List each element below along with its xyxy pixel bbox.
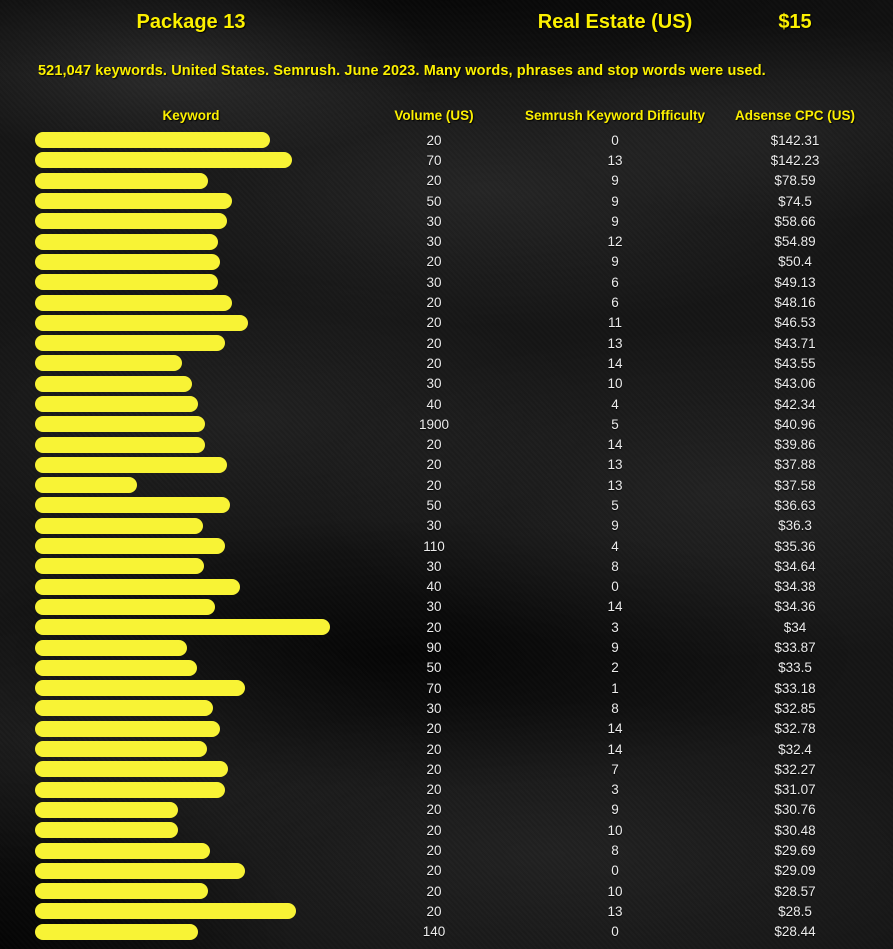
table-row <box>0 922 893 942</box>
table-row <box>0 516 893 536</box>
difficulty-value: 9 <box>611 173 619 189</box>
column-header-difficulty: Semrush Keyword Difficulty <box>524 107 706 123</box>
redacted-keyword-bar <box>35 416 205 432</box>
redacted-keyword-bar <box>35 741 207 757</box>
cpc-value: $32.85 <box>774 700 816 716</box>
package-title: Package 13 <box>136 10 246 33</box>
redacted-keyword-bar <box>35 822 178 838</box>
keyword-cell <box>0 883 382 899</box>
difficulty-value: 14 <box>607 437 623 453</box>
table-row <box>0 130 893 150</box>
cpc-value: $29.09 <box>774 863 816 879</box>
redacted-keyword-bar <box>35 497 230 513</box>
difficulty-value: 13 <box>607 335 623 351</box>
difficulty-value: 0 <box>611 579 619 595</box>
cpc-value: $32.4 <box>778 741 812 757</box>
table-row <box>0 455 893 475</box>
difficulty-value: 14 <box>607 741 623 757</box>
table-body <box>0 130 893 942</box>
redacted-keyword-bar <box>35 376 192 392</box>
table-row <box>0 394 893 414</box>
cpc-value: $40.96 <box>774 416 816 432</box>
cpc-value: $34.36 <box>774 599 816 615</box>
difficulty-value: 11 <box>607 315 622 331</box>
cpc-value: $49.13 <box>774 274 816 290</box>
cpc-value: $29.69 <box>774 843 816 859</box>
keyword-cell <box>0 437 382 453</box>
redacted-keyword-bar <box>35 863 245 879</box>
redacted-keyword-bar <box>35 802 178 818</box>
difficulty-value: 13 <box>607 903 623 919</box>
cpc-value: $43.06 <box>774 376 816 392</box>
table-row <box>0 475 893 495</box>
difficulty-value: 3 <box>611 782 619 798</box>
redacted-keyword-bar <box>35 599 215 615</box>
difficulty-value: 0 <box>611 132 619 148</box>
redacted-keyword-bar <box>35 234 218 250</box>
cpc-value: $33.18 <box>774 680 816 696</box>
volume-value: 70 <box>426 152 442 168</box>
keyword-cell <box>0 782 382 798</box>
volume-value: 70 <box>426 680 442 696</box>
volume-value: 20 <box>426 883 442 899</box>
difficulty-value: 8 <box>611 843 619 859</box>
redacted-keyword-bar <box>35 274 218 290</box>
volume-value: 30 <box>426 518 442 534</box>
table-row <box>0 739 893 759</box>
table-row <box>0 211 893 231</box>
keyword-cell <box>0 660 382 676</box>
redacted-keyword-bar <box>35 254 220 270</box>
keyword-cell <box>0 193 382 209</box>
redacted-keyword-bar <box>35 700 213 716</box>
redacted-keyword-bar <box>35 721 220 737</box>
cpc-value: $31.07 <box>774 782 816 798</box>
table-row <box>0 556 893 576</box>
redacted-keyword-bar <box>35 335 225 351</box>
cpc-value: $34.64 <box>774 558 816 574</box>
keyword-cell <box>0 254 382 270</box>
redacted-keyword-bar <box>35 173 208 189</box>
difficulty-value: 9 <box>611 518 619 534</box>
difficulty-value: 0 <box>611 924 619 940</box>
column-header-cpc: Adsense CPC (US) <box>734 107 856 123</box>
difficulty-value: 9 <box>611 254 619 270</box>
volume-value: 90 <box>426 640 442 656</box>
keyword-cell <box>0 721 382 737</box>
difficulty-value: 2 <box>611 660 619 676</box>
cpc-value: $58.66 <box>774 213 816 229</box>
table-row <box>0 536 893 556</box>
redacted-keyword-bar <box>35 640 187 656</box>
volume-value: 20 <box>426 457 442 473</box>
redacted-keyword-bar <box>35 579 240 595</box>
table-header-row <box>0 105 893 125</box>
keyword-cell <box>0 843 382 859</box>
difficulty-value: 3 <box>611 619 619 635</box>
volume-value: 20 <box>426 295 442 311</box>
keyword-cell <box>0 497 382 513</box>
volume-value: 30 <box>426 213 442 229</box>
keyword-cell <box>0 132 382 148</box>
difficulty-value: 14 <box>607 721 623 737</box>
cpc-value: $28.57 <box>774 883 816 899</box>
cpc-value: $78.59 <box>774 173 816 189</box>
volume-value: 20 <box>426 822 442 838</box>
keyword-cell <box>0 761 382 777</box>
difficulty-value: 13 <box>607 457 623 473</box>
table-row <box>0 414 893 434</box>
table-row <box>0 191 893 211</box>
difficulty-value: 10 <box>607 822 623 838</box>
cpc-value: $37.88 <box>774 457 816 473</box>
redacted-keyword-bar <box>35 619 330 635</box>
volume-value: 20 <box>426 132 442 148</box>
cpc-value: $43.71 <box>774 335 816 351</box>
difficulty-value: 13 <box>607 477 623 493</box>
cpc-value: $50.4 <box>778 254 812 270</box>
keyword-cell <box>0 295 382 311</box>
table-row <box>0 333 893 353</box>
volume-value: 40 <box>426 579 442 595</box>
volume-value: 50 <box>426 193 442 209</box>
keyword-cell <box>0 213 382 229</box>
table-row <box>0 759 893 779</box>
table-row <box>0 901 893 921</box>
table-row <box>0 495 893 515</box>
redacted-keyword-bar <box>35 437 205 453</box>
volume-value: 20 <box>426 761 442 777</box>
table-row <box>0 800 893 820</box>
volume-value: 20 <box>426 335 442 351</box>
price-label: $15 <box>778 10 812 33</box>
cpc-value: $30.76 <box>774 802 816 818</box>
volume-value: 20 <box>426 254 442 270</box>
keyword-cell <box>0 355 382 371</box>
cpc-value: $28.5 <box>778 903 812 919</box>
difficulty-value: 9 <box>611 213 619 229</box>
keyword-cell <box>0 538 382 554</box>
cpc-value: $28.44 <box>774 924 816 940</box>
difficulty-value: 6 <box>611 295 619 311</box>
keyword-cell <box>0 376 382 392</box>
keyword-cell <box>0 335 382 351</box>
table-row <box>0 171 893 191</box>
volume-value: 20 <box>426 477 442 493</box>
table-row <box>0 820 893 840</box>
table-row <box>0 272 893 292</box>
keyword-cell <box>0 822 382 838</box>
cpc-value: $74.5 <box>778 193 812 209</box>
difficulty-value: 14 <box>607 599 623 615</box>
volume-value: 30 <box>426 558 442 574</box>
table-row <box>0 617 893 637</box>
volume-value: 20 <box>426 355 442 371</box>
redacted-keyword-bar <box>35 315 248 331</box>
keyword-cell <box>0 152 382 168</box>
table-row <box>0 780 893 800</box>
cpc-value: $36.63 <box>774 497 816 513</box>
volume-value: 20 <box>426 741 442 757</box>
cpc-value: $35.36 <box>774 538 816 554</box>
table-row <box>0 719 893 739</box>
volume-value: 20 <box>426 782 442 798</box>
volume-value: 20 <box>426 315 442 331</box>
difficulty-value: 9 <box>611 193 619 209</box>
difficulty-value: 8 <box>611 700 619 716</box>
redacted-keyword-bar <box>35 903 296 919</box>
cpc-value: $39.86 <box>774 437 816 453</box>
redacted-keyword-bar <box>35 924 198 940</box>
cpc-value: $37.58 <box>774 477 816 493</box>
table-row <box>0 597 893 617</box>
redacted-keyword-bar <box>35 883 208 899</box>
difficulty-value: 5 <box>611 497 619 513</box>
redacted-keyword-bar <box>35 843 210 859</box>
volume-value: 20 <box>426 721 442 737</box>
redacted-keyword-bar <box>35 558 204 574</box>
volume-value: 30 <box>426 599 442 615</box>
keyword-cell <box>0 558 382 574</box>
table-row <box>0 292 893 312</box>
keyword-cell <box>0 619 382 635</box>
redacted-keyword-bar <box>35 477 137 493</box>
table-row <box>0 861 893 881</box>
description-line: 521,047 keywords. United States. Semrush. June 2023. Many words, phrases and stop words were used. <box>38 63 766 79</box>
volume-value: 50 <box>426 660 442 676</box>
table-row <box>0 678 893 698</box>
niche-title: Real Estate (US) <box>537 10 693 33</box>
volume-value: 30 <box>426 700 442 716</box>
volume-value: 20 <box>426 863 442 879</box>
cpc-value: $54.89 <box>774 234 816 250</box>
difficulty-value: 9 <box>611 802 619 818</box>
volume-value: 50 <box>426 497 442 513</box>
difficulty-value: 0 <box>611 863 619 879</box>
keyword-cell <box>0 640 382 656</box>
keyword-cell <box>0 903 382 919</box>
redacted-keyword-bar <box>35 457 227 473</box>
difficulty-value: 8 <box>611 558 619 574</box>
redacted-keyword-bar <box>35 152 292 168</box>
table-row <box>0 150 893 170</box>
cpc-value: $32.27 <box>774 761 816 777</box>
difficulty-value: 12 <box>607 234 623 250</box>
cpc-value: $33.87 <box>774 640 816 656</box>
volume-value: 140 <box>422 924 446 940</box>
cpc-value: $32.78 <box>774 721 816 737</box>
redacted-keyword-bar <box>35 538 225 554</box>
difficulty-value: 6 <box>611 274 619 290</box>
difficulty-value: 5 <box>611 416 619 432</box>
table-row <box>0 313 893 333</box>
table-row <box>0 231 893 251</box>
keyword-cell <box>0 599 382 615</box>
redacted-keyword-bar <box>35 761 228 777</box>
cpc-value: $48.16 <box>774 295 816 311</box>
cpc-value: $43.55 <box>774 355 816 371</box>
cpc-value: $142.23 <box>770 152 820 168</box>
volume-value: 20 <box>426 843 442 859</box>
difficulty-value: 10 <box>607 883 623 899</box>
redacted-keyword-bar <box>35 518 203 534</box>
table-row <box>0 374 893 394</box>
redacted-keyword-bar <box>35 213 227 229</box>
keyword-cell <box>0 396 382 412</box>
keyword-cell <box>0 416 382 432</box>
volume-value: 20 <box>426 802 442 818</box>
table-row <box>0 252 893 272</box>
table-row <box>0 637 893 657</box>
table-row <box>0 840 893 860</box>
cpc-value: $142.31 <box>770 132 820 148</box>
volume-value: 110 <box>423 538 445 554</box>
volume-value: 20 <box>426 437 442 453</box>
cpc-value: $34 <box>783 619 807 635</box>
redacted-keyword-bar <box>35 660 197 676</box>
table-row <box>0 434 893 454</box>
keyword-cell <box>0 315 382 331</box>
column-header-volume: Volume (US) <box>394 107 474 123</box>
difficulty-value: 1 <box>611 680 619 696</box>
volume-value: 20 <box>426 173 442 189</box>
table-row <box>0 658 893 678</box>
cpc-value: $33.5 <box>778 660 812 676</box>
volume-value: 1900 <box>418 416 450 432</box>
keyword-cell <box>0 863 382 879</box>
cpc-value: $34.38 <box>774 579 816 595</box>
redacted-keyword-bar <box>35 132 270 148</box>
difficulty-value: 14 <box>607 355 623 371</box>
redacted-keyword-bar <box>35 782 225 798</box>
keyword-cell <box>0 741 382 757</box>
keyword-cell <box>0 802 382 818</box>
keyword-cell <box>0 924 382 940</box>
cpc-value: $42.34 <box>774 396 816 412</box>
cpc-value: $30.48 <box>774 822 816 838</box>
redacted-keyword-bar <box>35 295 232 311</box>
volume-value: 40 <box>426 396 442 412</box>
keyword-cell <box>0 518 382 534</box>
cpc-value: $46.53 <box>774 315 816 331</box>
keyword-cell <box>0 700 382 716</box>
keyword-cell <box>0 173 382 189</box>
difficulty-value: 9 <box>611 640 619 656</box>
difficulty-value: 4 <box>611 538 619 554</box>
difficulty-value: 10 <box>607 376 623 392</box>
redacted-keyword-bar <box>35 396 198 412</box>
volume-value: 30 <box>426 234 442 250</box>
volume-value: 20 <box>426 619 442 635</box>
difficulty-value: 4 <box>611 396 619 412</box>
table-row <box>0 577 893 597</box>
table-row <box>0 698 893 718</box>
table-row <box>0 353 893 373</box>
table-row <box>0 881 893 901</box>
keyword-cell <box>0 274 382 290</box>
keyword-cell <box>0 477 382 493</box>
keyword-cell <box>0 579 382 595</box>
title-row <box>0 8 893 36</box>
redacted-keyword-bar <box>35 355 182 371</box>
redacted-keyword-bar <box>35 193 232 209</box>
keyword-cell <box>0 234 382 250</box>
difficulty-value: 13 <box>607 152 623 168</box>
column-header-keyword: Keyword <box>162 107 220 123</box>
volume-value: 30 <box>426 376 442 392</box>
redacted-keyword-bar <box>35 680 245 696</box>
keyword-cell <box>0 457 382 473</box>
keyword-cell <box>0 680 382 696</box>
volume-value: 30 <box>426 274 442 290</box>
volume-value: 20 <box>426 903 442 919</box>
cpc-value: $36.3 <box>778 518 812 534</box>
difficulty-value: 7 <box>611 761 619 777</box>
